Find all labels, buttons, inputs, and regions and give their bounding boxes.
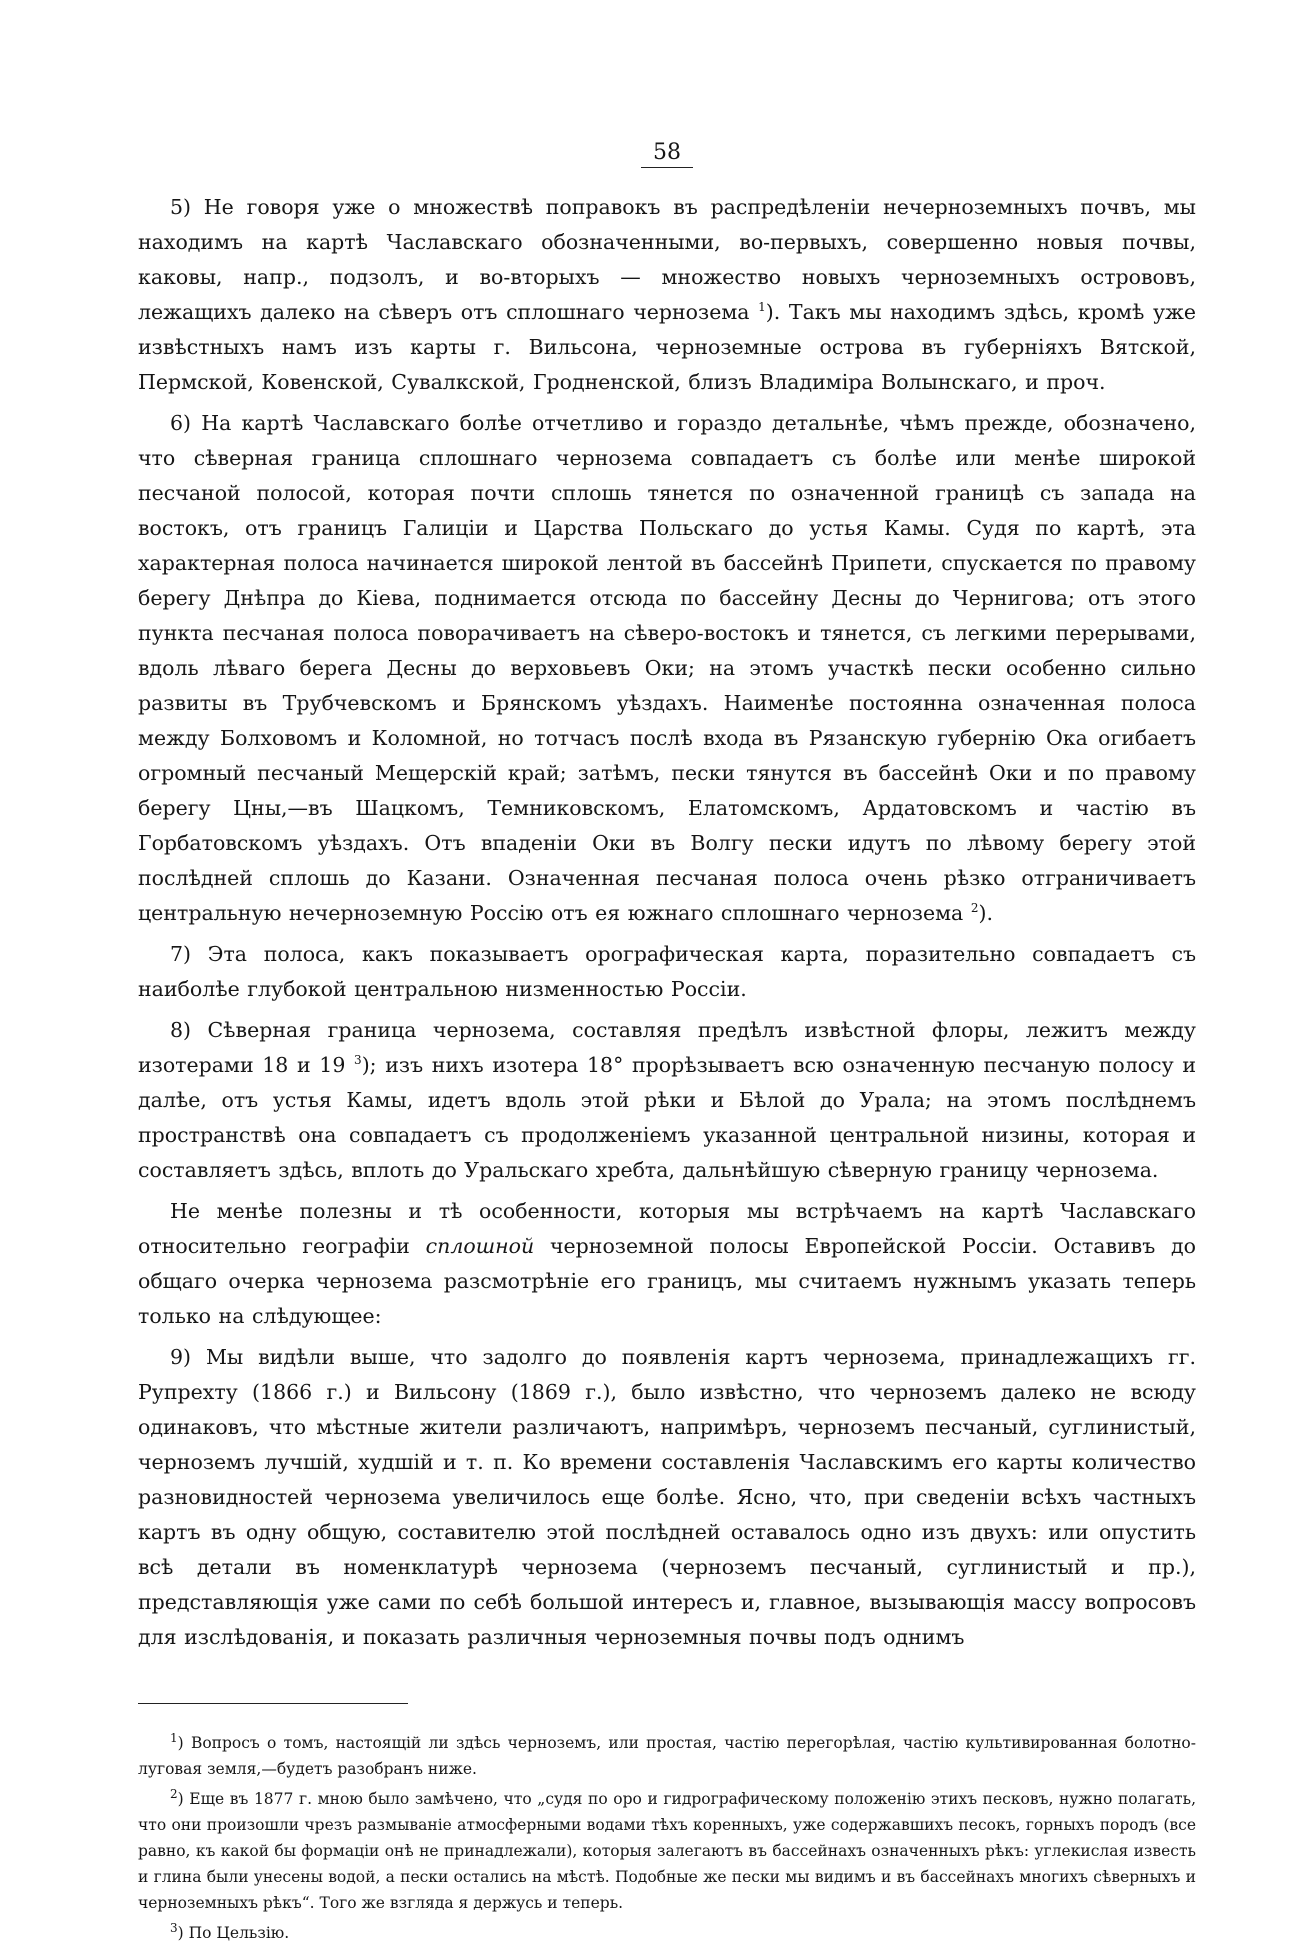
page-number-text: 58 — [641, 140, 693, 168]
body-text — [138, 190, 1196, 1655]
footnote-number: 1 — [170, 1730, 178, 1745]
paragraph-9 — [138, 1340, 1196, 1655]
paragraph-7 — [138, 937, 1196, 1007]
footnote-ref: 2 — [970, 901, 979, 916]
footnote-number: 2 — [170, 1786, 178, 1801]
footnote-divider — [138, 1703, 408, 1704]
emphasis: сплошной — [425, 1234, 535, 1258]
footnote-text: ) Вопросъ о томъ, настоящій ли здѣсь черноземъ, или простая, частію перегорѣлая, частію культивированная болотно-луговая земля,—будетъ разобранъ ниже. — [138, 1734, 1196, 1778]
paragraph-text: Не менѣе полезны и тѣ особенности, которыя мы встрѣчаемъ на картѣ Чаславскаго относительно географіи сплошной черноземной полосы Европейской Россіи. Оставивъ до общаго очерка чернозема разсмотрѣніе его границъ, мы считаемъ нужнымъ указать теперь только на слѣдующее: — [138, 1199, 1196, 1328]
paragraph-text-cont: ). — [978, 901, 993, 925]
footnote-ref: 3 — [354, 1053, 362, 1068]
paragraph-text-cont: ); изъ нихъ изотера 18° прорѣзываетъ всю означенную песчаную полосу и далѣе, отъ устья Камы, идетъ вдоль этой рѣки и Бѣлой до Урала; на этомъ послѣднемъ пространствѣ она совпадаетъ съ продолженіемъ указанной центральной низины, которая и составляетъ здѣсь, вплоть до Уральскаго хребта, дальнѣйшую сѣверную границу чернозема. — [138, 1053, 1196, 1182]
footnote-ref: 1 — [758, 300, 766, 315]
paragraph-6 — [138, 406, 1196, 931]
paragraph-text: 7) Эта полоса, какъ показываетъ орографическая карта, поразительно совпадаетъ съ наиболѣе глубокой центральною низменностью Россіи. — [138, 942, 1196, 1001]
paragraph-text-cont: ). Такъ мы находимъ здѣсь, кромѣ уже извѣстныхъ намъ изъ карты г. Вильсона, черноземные острова въ губерніяхъ Вятской, Пермской, Ковенской, Сувалкской, Гродненской, близъ Владиміра Волынскаго, и проч. — [138, 300, 1196, 394]
paragraph-5 — [138, 190, 1196, 400]
paragraph-intro — [138, 1194, 1196, 1334]
footnote-text: ) Еще въ 1877 г. мною было замѣчено, что „судя по оро и гидрографическому положенію этихъ песковъ, нужно полагать, что они произошли чрезъ размываніе атмосферными водами тѣхъ коренныхъ, уже содержавшихъ песокъ, горныхъ породъ (все равно, къ какой бы формаціи онѣ не принадлежали), которыя залегаютъ въ бассейнахъ означенныхъ рѣкъ: углекислая известь и глина были унесены водой, а пески остались на мѣстѣ. Подобные же пески мы видимъ и въ бассейнахъ многихъ сѣверныхъ и черноземныхъ рѣкъ“. Того же взгляда я держусь и теперь. — [138, 1790, 1196, 1912]
footnotes — [138, 1730, 1196, 1946]
page-number — [138, 140, 1196, 168]
footnote-1 — [138, 1730, 1196, 1782]
paragraph-text: 6) На картѣ Чаславскаго болѣе отчетливо и гораздо детальнѣе, чѣмъ прежде, обозначено, что сѣверная граница сплошнаго чернозема совпадаетъ съ болѣе или менѣе широкой песчаной полосой, которая почти сплошь тянется по означенной границѣ съ запада на востокъ, отъ границъ Галиціи и Царства Польскаго до устья Камы. Судя по картѣ, эта характерная полоса начинается широкой лентой въ бассейнѣ Припети, спускается по правому берегу Днѣпра до Кіева, поднимается отсюда по бассейну Десны до Чернигова; отъ этого пункта песчаная полоса поворачиваетъ на сѣверо-востокъ и тянется, съ легкими перерывами, вдоль лѣваго берега Десны до верховьевъ Оки; на этомъ участкѣ пески особенно сильно развиты въ Трубчевскомъ и Брянскомъ уѣздахъ. Наименѣе постоянна означенная полоса между Болховомъ и Коломной, но тотчасъ послѣ входа въ Рязанскую губернію Ока огибаетъ огромный песчаный Мещерскій край; затѣмъ, пески тянутся въ бассейнѣ Оки и по правому берегу Цны,—въ Шацкомъ, Темниковскомъ, Елатомскомъ, Ардатовскомъ и частію въ Горбатовскомъ уѣздахъ. Отъ впаденіи Оки въ Волгу пески идутъ по лѣвому берегу этой послѣдней сплошь до Казани. Означенная песчаная полоса очень рѣзко отграничиваетъ центральную нечерноземную Россію отъ ея южнаго сплошнаго чернозема — [138, 411, 1196, 925]
document-page — [138, 140, 1196, 1950]
footnote-2 — [138, 1786, 1196, 1916]
paragraph-text: 5) Не говоря уже о множествѣ поправокъ въ распредѣленіи нечерноземныхъ почвъ, мы находимъ на картѣ Чаславскаго обозначенными, во-первыхъ, совершенно новыя почвы, каковы, напр., подзолъ, и во-вторыхъ — множество новыхъ черноземныхъ острововъ, лежащихъ далеко на сѣверъ отъ сплошнаго чернозема — [138, 195, 1196, 324]
footnote-number: 3 — [170, 1920, 178, 1935]
footnote-3 — [138, 1920, 1196, 1946]
footnote-text: ) По Цельзію. — [177, 1924, 290, 1942]
paragraph-text: 8) Сѣверная граница чернозема, составляя предѣлъ извѣстной флоры, лежитъ между изотерами 18 и 19 — [138, 1018, 1196, 1077]
paragraph-text: 9) Мы видѣли выше, что задолго до появленія картъ чернозема, принадлежащихъ гг. Рупрехту (1866 г.) и Вильсону (1869 г.), было извѣстно, что черноземъ далеко не всюду одинаковъ, что мѣстные жители различаютъ, напримѣръ, черноземъ песчаный, суглинистый, черноземъ лучшій, худшій и т. п. Ко времени составленія Чаславскимъ его карты количество разновидностей чернозема увеличилось еще болѣе. Ясно, что, при сведеніи всѣхъ частныхъ картъ въ одну общую, составителю этой послѣдней оставалось одно изъ двухъ: или опустить всѣ детали въ номенклатурѣ чернозема (черноземъ песчаный, суглинистый и пр.), представляющія уже сами по себѣ большой интересъ и, главное, вызывающія массу вопросовъ для изслѣдованія, и показать различныя черноземныя почвы подъ однимъ — [138, 1345, 1196, 1649]
paragraph-8 — [138, 1013, 1196, 1188]
